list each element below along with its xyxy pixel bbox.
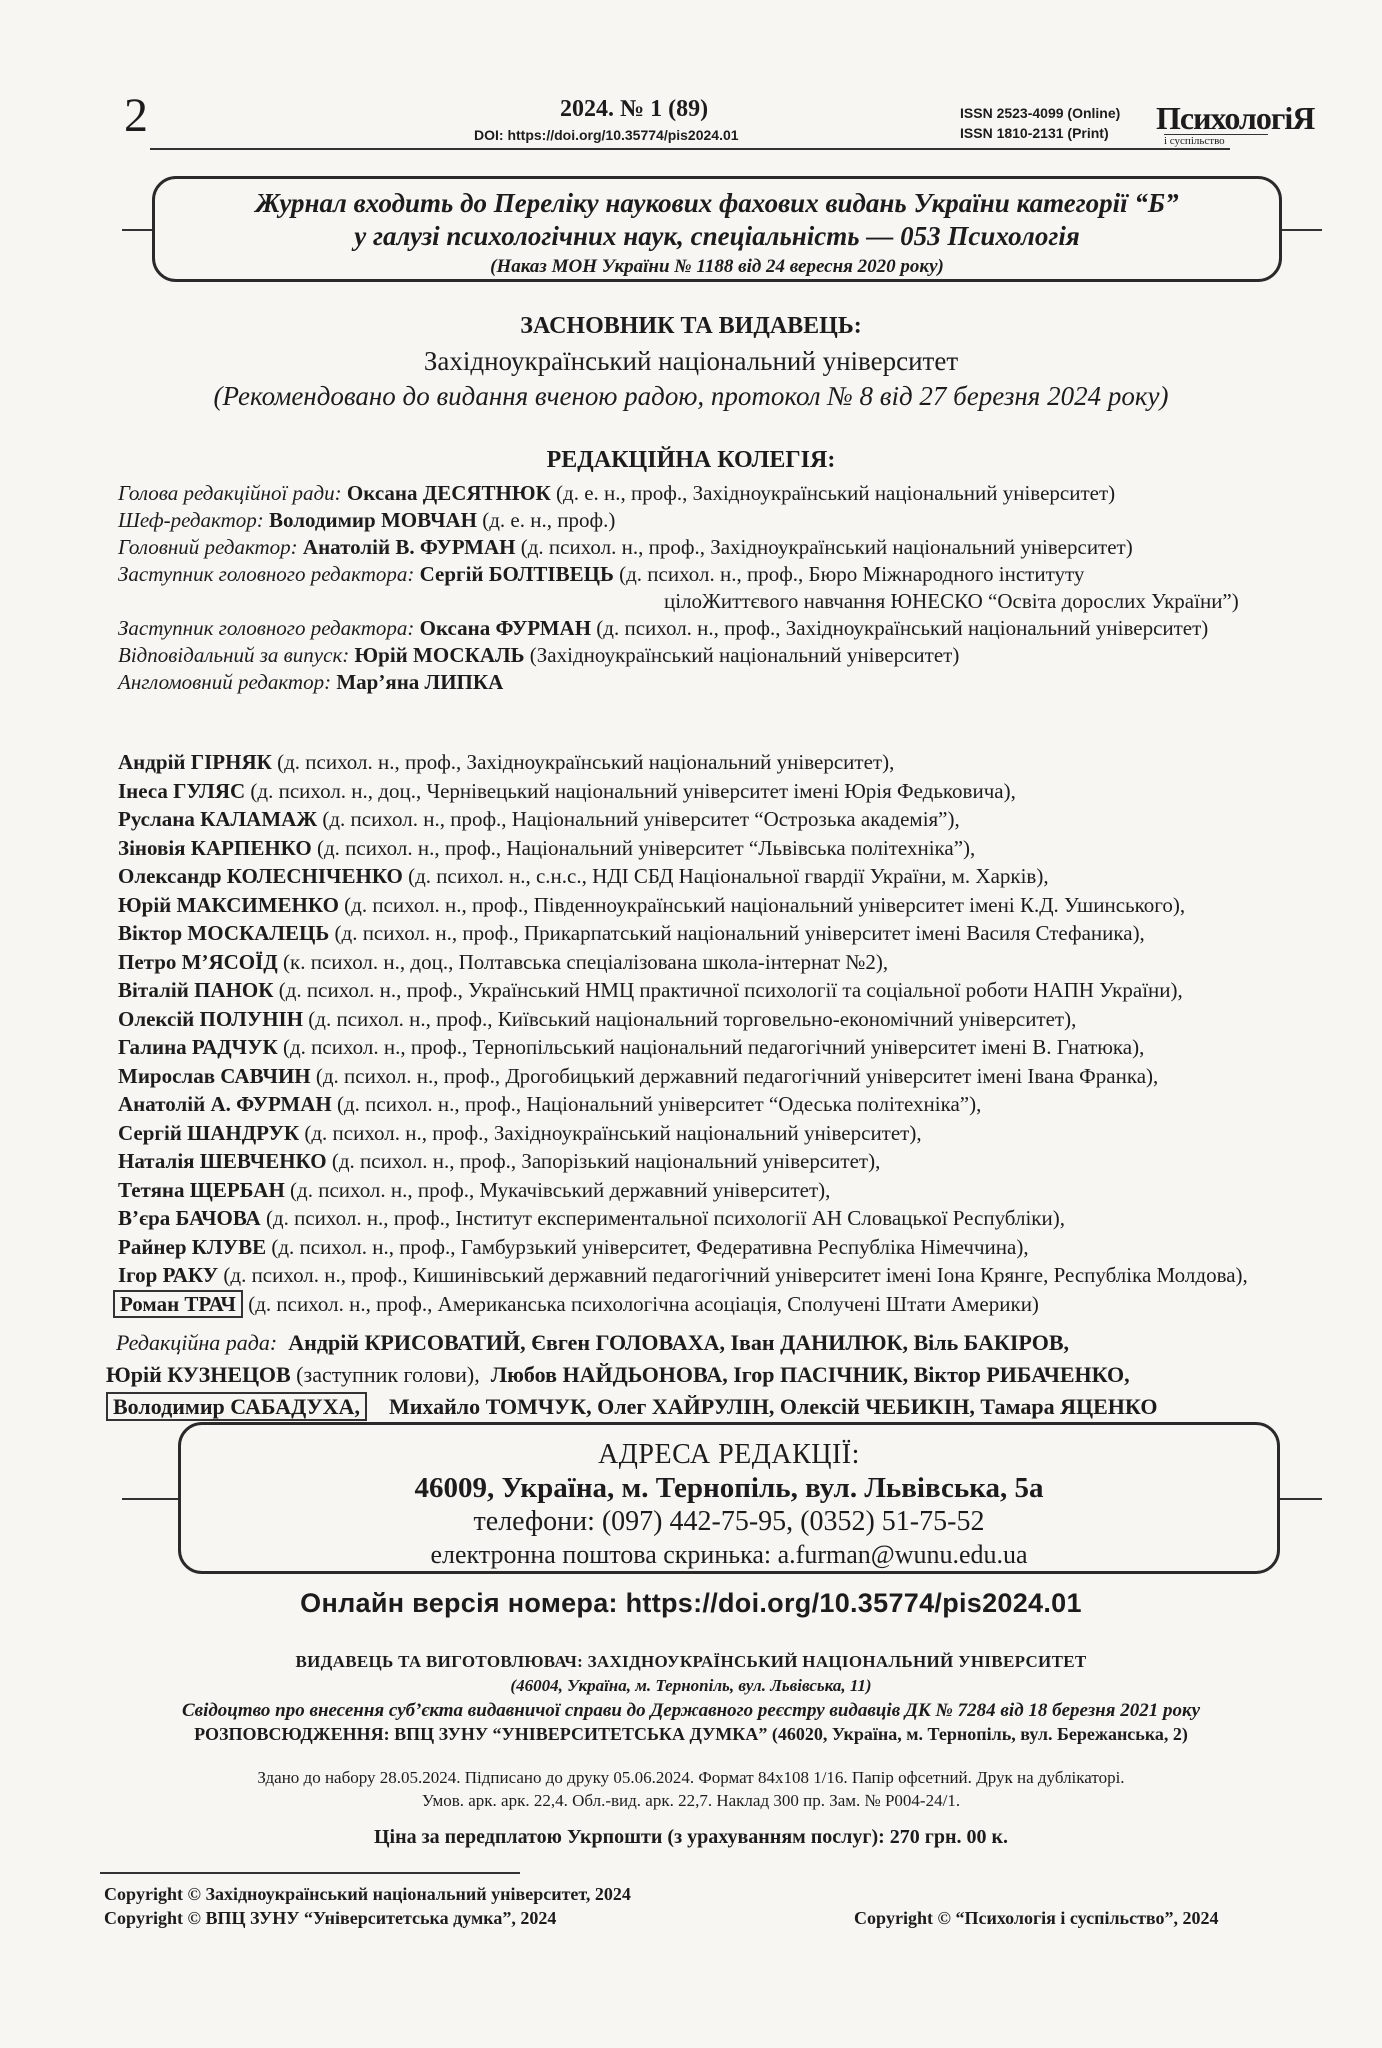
member-info: (д. психол. н., доц., Чернівецький національний університет імені Юрія Федьковича), xyxy=(250,778,1016,803)
council-names-2: Любов НАЙДЬОНОВА, Ігор ПАСІЧНИК, Віктор РИБАЧЕНКО, xyxy=(490,1362,1130,1387)
member-row xyxy=(118,976,1348,1005)
publisher-line-2: (46004, Україна, м. Тернопіль, вул. Львівська, 11) xyxy=(510,1676,872,1695)
role-continuation: цілоЖиттєвого навчання ЮНЕСКО “Освіта дорослих України”) xyxy=(664,589,1239,613)
role-title: Шеф-редактор: xyxy=(118,508,264,532)
member-name: Сергій ШАНДРУК xyxy=(118,1120,300,1145)
copyright-3: Copyright © “Психологія і суспільство”, 2024 xyxy=(854,1908,1219,1928)
member-info: (д. психол. н., проф., Кишинівський державний педагогічний університет імені Іона Крянге, Республіка Молдова), xyxy=(223,1263,1248,1287)
publisher-line-4: РОЗПОВСЮДЖЕННЯ: ВПЦ ЗУНУ “УНІВЕРСИТЕТСЬКА ДУМКА” (46020, Україна, м. Тернопіль, вул. Бережанська, 2) xyxy=(194,1724,1188,1744)
member-name: Райнер КЛУВЕ xyxy=(118,1234,267,1259)
council-line-3 xyxy=(100,1391,1340,1423)
role-person: Оксана ДЕСЯТНЮК xyxy=(346,481,551,505)
council-line-2 xyxy=(100,1359,1340,1391)
notice-box xyxy=(152,176,1282,282)
role-title: Голова редакційної ради: xyxy=(118,481,342,505)
role-info: (Західноукраїнський національний університет) xyxy=(529,643,960,667)
member-info: (д. психол. н., проф., Інститут експериментальної психології АН Словацької Республіки), xyxy=(265,1206,1065,1230)
address-box xyxy=(178,1422,1280,1574)
phones-label: телефони: xyxy=(473,1506,595,1537)
founder-heading: ЗАСНОВНИК ТА ВИДАВЕЦЬ: xyxy=(520,313,862,339)
role-info: (д. психол. н., проф., Західноукраїнський національний університет) xyxy=(520,535,1133,559)
member-row xyxy=(118,748,1348,777)
phones-value: (097) 442-75-95, (0352) 51-75-52 xyxy=(601,1506,985,1537)
member-row xyxy=(118,1062,1348,1091)
member-row xyxy=(118,805,1348,834)
member-row xyxy=(118,862,1348,891)
council-deputy: Юрій КУЗНЕЦОВ xyxy=(106,1362,291,1387)
member-row xyxy=(118,1290,1348,1319)
address-heading: АДРЕСА РЕДАКЦІЇ: xyxy=(598,1439,860,1470)
council-names-3: Михайло ТОМЧУК, Олег ХАЙРУЛІН, Олексій ЧЕБИКІН, Тамара ЯЦЕНКО xyxy=(388,1394,1158,1419)
role-person: Мар’яна ЛИПКА xyxy=(336,670,504,694)
member-name: Руслана КАЛАМАЖ xyxy=(118,807,318,831)
role-title: Заступник головного редактора: xyxy=(118,562,415,586)
member-row xyxy=(118,1090,1348,1119)
member-info: (д. психол. н., проф., Прикарпатський національний університет імені Василя Стефаника), xyxy=(334,921,1145,945)
member-row xyxy=(118,948,1348,977)
member-name: Олександр КОЛЕСНІЧЕНКО xyxy=(118,864,403,888)
founder-note: (Рекомендовано до видання вченою радою, протокол № 8 від 27 березня 2024 року) xyxy=(213,381,1169,411)
member-name: В’єра БАЧОВА xyxy=(118,1206,261,1230)
board-heading: РЕДАКЦІЙНА КОЛЕГІЯ: xyxy=(546,447,836,473)
role-info: (д. е. н., проф., Західноукраїнський національний університет) xyxy=(556,481,1116,505)
role-row xyxy=(118,534,1348,561)
logo-title: ПсихологіЯ xyxy=(1156,100,1315,136)
member-info: (д. психол. н., с.н.с., НДІ СБД Національної гвардії України, м. Харків), xyxy=(408,864,1049,888)
member-info: (д. психол. н., проф., Західноукраїнський національний університет), xyxy=(304,1120,922,1145)
member-row xyxy=(118,1176,1348,1205)
council-label: Редакційна рада: xyxy=(116,1330,278,1355)
page-number: 2 xyxy=(124,89,148,142)
role-info: (д. е. н., проф.) xyxy=(482,508,616,532)
member-name: Віктор МОСКАЛЕЦЬ xyxy=(118,921,330,945)
role-info: (д. психол. н., проф., Західноукраїнський національний університет) xyxy=(596,616,1209,640)
email-label: електронна поштова скринька: xyxy=(430,1540,772,1569)
issn-print: ISSN 1810-2131 (Print) xyxy=(960,125,1109,141)
member-info: (д. психол. н., проф., Національний університет “Одеська політехніка”), xyxy=(336,1092,982,1116)
role-title: Відповідальний за випуск: xyxy=(118,643,350,667)
publisher-line-3: Свідоцтво про внесення суб’єкта видавничої справи до Державного реєстру видавців ДК № 7284 від 18 березня 2021 року xyxy=(181,1700,1201,1721)
role-person: Володимир МОВЧАН xyxy=(268,508,477,532)
role-title: Англомовний редактор: xyxy=(118,670,332,694)
member-name: Наталія ШЕВЧЕНКО xyxy=(118,1149,327,1173)
member-row xyxy=(118,891,1348,920)
footer-rule xyxy=(100,1872,520,1874)
member-name: Анатолій А. ФУРМАН xyxy=(118,1092,332,1116)
member-name: Зіновія КАРПЕНКО xyxy=(118,835,312,860)
council-line-1 xyxy=(100,1327,1340,1359)
member-name: Петро М’ЯСОЇД xyxy=(118,949,278,974)
member-info: (д. психол. н., проф., Запорізький національний університет), xyxy=(331,1149,881,1173)
member-info: (д. психол. н., проф., Тернопільський національний педагогічний університет імені В. Гнатюка), xyxy=(283,1035,1145,1059)
issue-number: 2024. № 1 (89) xyxy=(560,96,709,122)
member-name: Інеса ГУЛЯС xyxy=(118,778,246,803)
print-details-2: Умов. арк. арк. 22,4. Обл.-вид. арк. 22,7. Наклад 300 пр. Зам. № Р004-24/1. xyxy=(421,1791,961,1810)
member-info: (д. психол. н., проф., Південноукраїнський національний університет імені К.Д. Ушинського), xyxy=(344,892,1186,917)
member-name: Тетяна ЩЕРБАН xyxy=(118,1177,285,1202)
role-title: Заступник головного редактора: xyxy=(118,616,415,640)
member-name: Галина РАДЧУК xyxy=(118,1035,278,1059)
council-name-memorial: Володимир САБАДУХА, xyxy=(106,1392,367,1421)
member-name: Ігор РАКУ xyxy=(118,1263,219,1287)
role-person: Юрій МОСКАЛЬ xyxy=(354,643,525,667)
member-info: (д. психол. н., проф., Київський національний торговельно-економічний університет), xyxy=(308,1006,1077,1031)
council-deputy-note: (заступник голови), xyxy=(296,1362,480,1387)
member-row xyxy=(118,1204,1348,1233)
member-name: Юрій МАКСИМЕНКО xyxy=(118,892,339,917)
role-row xyxy=(118,669,1348,696)
publisher-line-1: ВИДАВЕЦЬ ТА ВИГОТОВЛЮВАЧ: ЗАХІДНОУКРАЇНСЬКИЙ НАЦІОНАЛЬНИЙ УНІВЕРСИТЕТ xyxy=(295,1652,1087,1671)
online-version-link[interactable]: Онлайн версія номера: https://doi.org/10.35774/pis2024.01 xyxy=(300,1588,1082,1618)
issn-online: ISSN 2523-4099 (Online) xyxy=(960,105,1121,121)
role-person: Сергій БОЛТІВЕЦЬ xyxy=(419,562,614,586)
email-value[interactable]: a.furman@wunu.edu.ua xyxy=(777,1540,1028,1569)
member-info: (д. психол. н., проф., Гамбурзький університет, Федеративна Республіка Німеччина), xyxy=(271,1234,1029,1259)
member-row xyxy=(118,1033,1348,1062)
member-row xyxy=(118,1005,1348,1034)
subscription-price: Ціна за передплатою Укрпошти (з урахуванням послуг): 270 грн. 00 к. xyxy=(373,1826,1009,1848)
notice-line-3: (Наказ МОН України № 1188 від 24 вересня 2020 року) xyxy=(490,256,944,277)
role-info: (д. психол. н., проф., Бюро Міжнародного інституту xyxy=(619,562,1085,586)
journal-logo xyxy=(1150,100,1326,146)
issn-block xyxy=(960,103,1120,143)
role-title: Головний редактор: xyxy=(118,535,298,559)
copyright-1: Copyright © Західноукраїнський національний університет, 2024 xyxy=(104,1884,631,1904)
member-info: (д. психол. н., проф., Національний університет “Львівська політехніка”), xyxy=(316,835,976,860)
editorial-council xyxy=(100,1327,1340,1423)
member-name: Віталій ПАНОК xyxy=(118,978,274,1002)
role-row xyxy=(118,642,1348,669)
member-name: Мирослав САВЧИН xyxy=(118,1063,311,1088)
member-info: (д. психол. н., проф., Західноукраїнський національний університет), xyxy=(277,750,895,774)
logo-subtitle: і суспільство xyxy=(1164,134,1268,147)
member-row xyxy=(118,919,1348,948)
address-street: 46009, Україна, м. Тернопіль, вул. Львівська, 5а xyxy=(414,1472,1044,1504)
address-email xyxy=(181,1539,1277,1571)
member-name-memorial: Роман ТРАЧ xyxy=(113,1290,243,1318)
print-details-1: Здано до набору 28.05.2024. Підписано до друку 05.06.2024. Формат 84x108 1/16. Папір офсетний. Друк на дублікаторі. xyxy=(257,1768,1125,1787)
member-info: (д. психол. н., проф., Національний університет “Острозька академія”), xyxy=(322,807,960,831)
role-row xyxy=(118,507,1348,534)
role-row xyxy=(118,561,1348,588)
notice-line-2: у галузі психологічних наук, спеціальність — 053 Психологія xyxy=(354,221,1080,251)
member-row xyxy=(118,1261,1348,1290)
member-name: Андрій ГІРНЯК xyxy=(118,750,272,774)
role-row xyxy=(118,480,1348,507)
issue-doi: DOI: https://doi.org/10.35774/pis2024.01 xyxy=(474,127,739,143)
member-row xyxy=(118,777,1348,806)
member-info: (д. психол. н., проф., Американська психологічна асоціація, Сполучені Штати Америки) xyxy=(248,1291,1039,1316)
member-row xyxy=(118,1233,1348,1262)
council-names-1: Андрій КРИСОВАТИЙ, Євген ГОЛОВАХА, Іван ДАНИЛЮК, Віль БАКІРОВ, xyxy=(288,1330,1069,1355)
copyright-2: Copyright © ВПЦ ЗУНУ “Університетська думка”, 2024 xyxy=(104,1908,557,1928)
board-roles xyxy=(118,480,1348,696)
board-members xyxy=(118,748,1348,1318)
member-info: (д. психол. н., проф., Дрогобицький державний педагогічний університет імені Івана Франка), xyxy=(315,1063,1159,1088)
member-row xyxy=(118,1119,1348,1148)
member-row xyxy=(118,1147,1348,1176)
member-row xyxy=(118,834,1348,863)
member-name: Олексій ПОЛУНІН xyxy=(118,1006,304,1031)
header-rule xyxy=(150,148,1230,150)
role-person: Анатолій В. ФУРМАН xyxy=(302,535,516,559)
member-info: (д. психол. н., проф., Український НМЦ практичної психології та соціальної роботи НАПН України), xyxy=(278,978,1183,1002)
address-phones xyxy=(181,1505,1277,1539)
role-row xyxy=(118,615,1348,642)
founder-name: Західноукраїнський національний університет xyxy=(423,346,959,376)
notice-line-1: Журнал входить до Переліку наукових фахових видань України категорії “Б” xyxy=(255,188,1179,218)
member-info: (к. психол. н., доц., Полтавська спеціалізована школа-інтернат №2), xyxy=(283,949,889,974)
role-person: Оксана ФУРМАН xyxy=(419,616,592,640)
member-info: (д. психол. н., проф., Мукачівський державний університет), xyxy=(290,1177,831,1202)
